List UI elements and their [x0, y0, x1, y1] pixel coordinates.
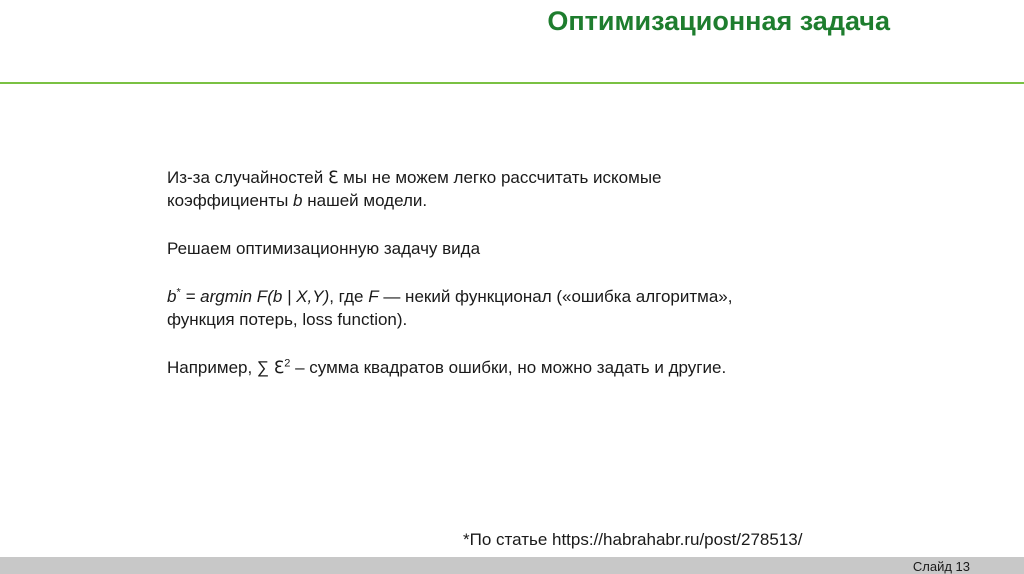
title-divider — [0, 82, 1024, 84]
epsilon-symbol: ℇ — [273, 358, 285, 377]
text-segment: функция потерь, loss function). — [167, 310, 408, 329]
text-segment: , где — [329, 287, 369, 306]
variable-b-star: b — [167, 287, 177, 306]
paragraph-task: Решаем оптимизационную задачу вида — [167, 239, 481, 258]
text-segment: Например, ∑ — [167, 358, 274, 377]
slide-number: Слайд 13 — [912, 559, 970, 574]
variable-f: F — [368, 287, 379, 306]
paragraph-randomness — [167, 166, 867, 212]
paragraph-example — [167, 356, 867, 379]
argmin-formula: = argmin F(b | X,Y) — [180, 287, 330, 306]
footer-bar — [0, 557, 1024, 574]
superscript-star: * — [176, 286, 181, 299]
source-note: *По статье https://habrahabr.ru/post/278513/ — [463, 530, 803, 549]
text-segment: мы не можем легко рассчитать искомые — [338, 168, 662, 187]
epsilon-symbol: ℇ — [328, 168, 339, 187]
paragraph-formula — [167, 285, 867, 331]
variable-b: b — [293, 191, 303, 210]
text-segment: коэффициенты — [167, 191, 294, 210]
text-segment: – сумма квадратов ошибки, но можно задать и другие. — [290, 358, 727, 377]
slide-content — [167, 166, 867, 404]
text-segment: Из-за случайностей — [167, 168, 328, 187]
superscript-two: 2 — [284, 357, 291, 370]
text-segment: — некий функционал («ошибка алгоритма», — [378, 287, 733, 306]
slide-title: Оптимизационная задача — [547, 6, 890, 36]
text-segment: нашей модели. — [302, 191, 428, 210]
